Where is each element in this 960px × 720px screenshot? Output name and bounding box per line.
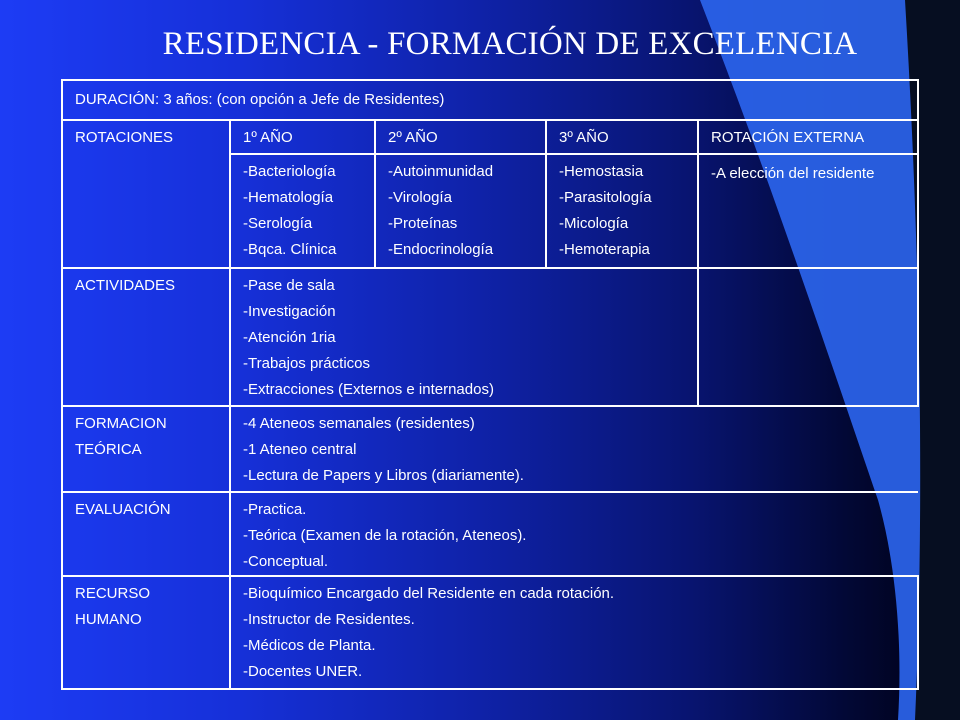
residency-table xyxy=(61,79,919,690)
list-item: -4 Ateneos semanales (residentes) xyxy=(243,415,475,432)
external-header: ROTACIÓN EXTERNA xyxy=(698,120,918,154)
list-item: -Serología xyxy=(243,215,313,232)
year1-list xyxy=(230,154,375,268)
formacion-list xyxy=(230,406,918,492)
year1-header: 1º AÑO xyxy=(230,120,375,154)
actividades-row xyxy=(62,268,918,406)
formacion-row xyxy=(62,406,918,492)
recurso-list xyxy=(230,576,918,689)
year2-header: 2º AÑO xyxy=(375,120,546,154)
duration-cell xyxy=(62,80,918,120)
evaluacion-row xyxy=(62,492,918,576)
list-item: -Bioquímico Encargado del Residente en cada rotación. xyxy=(243,585,615,602)
year3-list xyxy=(546,154,698,268)
recurso-label: RECURSO HUMANO xyxy=(62,576,230,689)
list-item: -Hemoterapia xyxy=(559,241,650,258)
list-item: -Atención 1ria xyxy=(243,329,336,346)
duration-row xyxy=(62,80,918,120)
list-item: -Lectura de Papers y Libros (diariamente). xyxy=(243,467,524,484)
rotaciones-content-row xyxy=(62,154,918,268)
rotaciones-header-row xyxy=(62,120,918,154)
list-item: -Bqca. Clínica xyxy=(243,241,337,258)
list-item: -Hemostasia xyxy=(559,163,644,180)
list-item: -Teórica (Examen de la rotación, Ateneos). xyxy=(243,527,527,544)
list-item: -Conceptual. xyxy=(243,553,329,570)
year2-list xyxy=(375,154,546,268)
rotaciones-label: ROTACIONES xyxy=(62,120,230,154)
list-item: -Docentes UNER. xyxy=(243,663,363,680)
evaluacion-list xyxy=(230,492,918,576)
external-rotation: -A elección del residente xyxy=(698,154,918,268)
list-item: -Hematología xyxy=(243,189,334,206)
list-item: -Instructor de Residentes. xyxy=(243,611,415,628)
list-item: -1 Ateneo central xyxy=(243,441,357,458)
recurso-row xyxy=(62,576,918,689)
duration-text: DURACIÓN: 3 años: (con opción a Jefe de Residentes) xyxy=(75,91,445,108)
list-item: -Virología xyxy=(388,189,452,206)
list-item: -Proteínas xyxy=(388,215,458,232)
list-item: -Médicos de Planta. xyxy=(243,637,376,654)
formacion-label: FORMACION TEÓRICA xyxy=(62,406,230,492)
list-item: -Parasitología xyxy=(559,189,652,206)
list-item: -Trabajos prácticos xyxy=(243,355,370,372)
slide-title: RESIDENCIA - FORMACIÓN DE EXCELENCIA xyxy=(162,26,858,62)
list-item: -Investigación xyxy=(243,303,336,320)
list-item: -Bacteriología xyxy=(243,163,336,180)
list-item: -Pase de sala xyxy=(243,277,335,294)
actividades-label: ACTIVIDADES xyxy=(62,268,230,406)
actividades-empty xyxy=(698,268,918,406)
list-item: -Extracciones (Externos e internados) xyxy=(243,381,494,398)
list-item: -Micología xyxy=(559,215,629,232)
actividades-list xyxy=(230,268,698,406)
rotaciones-label-blank xyxy=(62,154,230,268)
list-item: -Autoinmunidad xyxy=(388,163,494,180)
list-item: -Practica. xyxy=(243,501,307,518)
evaluacion-label: EVALUACIÓN xyxy=(62,492,230,576)
year3-header: 3º AÑO xyxy=(546,120,698,154)
list-item: -Endocrinología xyxy=(388,241,494,258)
